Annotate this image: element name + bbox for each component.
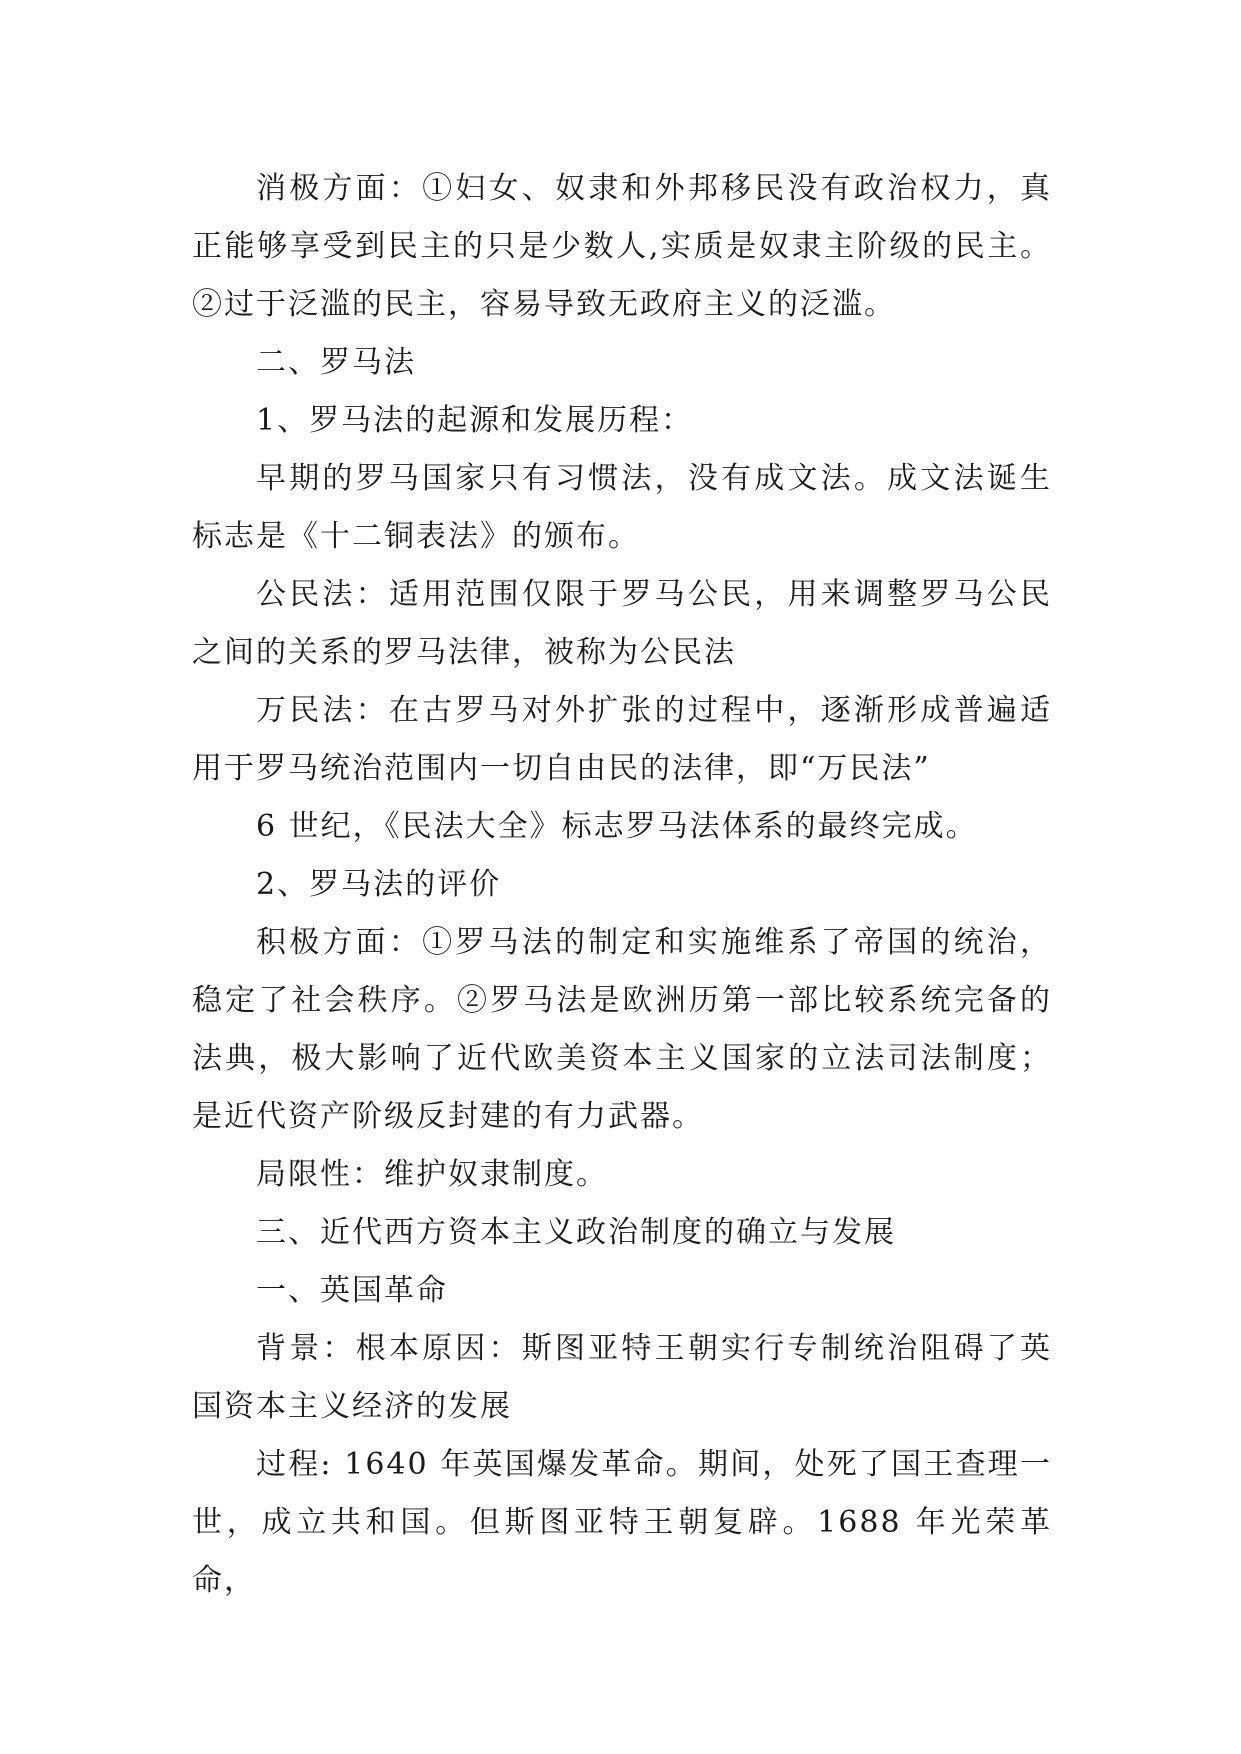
paragraph-law-of-nations: 万民法：在古罗马对外扩张的过程中，逐渐形成普遍适用于罗马统治范围内一切自由民的法律，即“万民法”: [192, 693, 1052, 786]
paragraph-corpus-juris: 6 世纪，《民法大全》标志罗马法体系的最终完成。: [256, 809, 978, 844]
heading-english-revolution: 一、英国革命: [256, 1273, 448, 1308]
paragraph-civil-law: 公民法：适用范围仅限于罗马公民，用来调整罗马公民之间的关系的罗马法律，被称为公民法: [192, 577, 1052, 670]
paragraph-background: 背景：根本原因：斯图亚特王朝实行专制统治阻碍了英国资本主义经济的发展: [192, 1331, 1052, 1424]
subheading-evaluation: 2、罗马法的评价: [256, 867, 502, 902]
paragraph-process: 过程: 1640 年英国爆发革命。期间，处死了国王查理一世，成立共和国。但斯图亚特王朝复辟。1688 年光荣革命，: [192, 1447, 1052, 1598]
subheading-origin-development: 1、罗马法的起源和发展历程：: [256, 403, 694, 438]
heading-modern-western-politics: 三、近代西方资本主义政治制度的确立与发展: [256, 1215, 896, 1250]
document-body: [192, 160, 1052, 1610]
paragraph-positive-aspects: 积极方面：①罗马法的制定和实施维系了帝国的统治，稳定了社会秩序。②罗马法是欧洲历第一部比较系统完备的法典，极大影响了近代欧美资本主义国家的立法司法制度；是近代资产阶级反封建的有力武器。: [192, 925, 1052, 1134]
heading-roman-law: 二、罗马法: [256, 345, 416, 380]
paragraph-early-rome-law: 早期的罗马国家只有习惯法，没有成文法。成文法诞生标志是《十二铜表法》的颁布。: [192, 461, 1052, 554]
paragraph-democracy-negative: 消极方面：①妇女、奴隶和外邦移民没有政治权力，真正能够享受到民主的只是少数人,实质是奴隶主阶级的民主。②过于泛滥的民主，容易导致无政府主义的泛滥。: [192, 171, 1052, 322]
paragraph-limitations: 局限性：维护奴隶制度。: [256, 1157, 608, 1192]
